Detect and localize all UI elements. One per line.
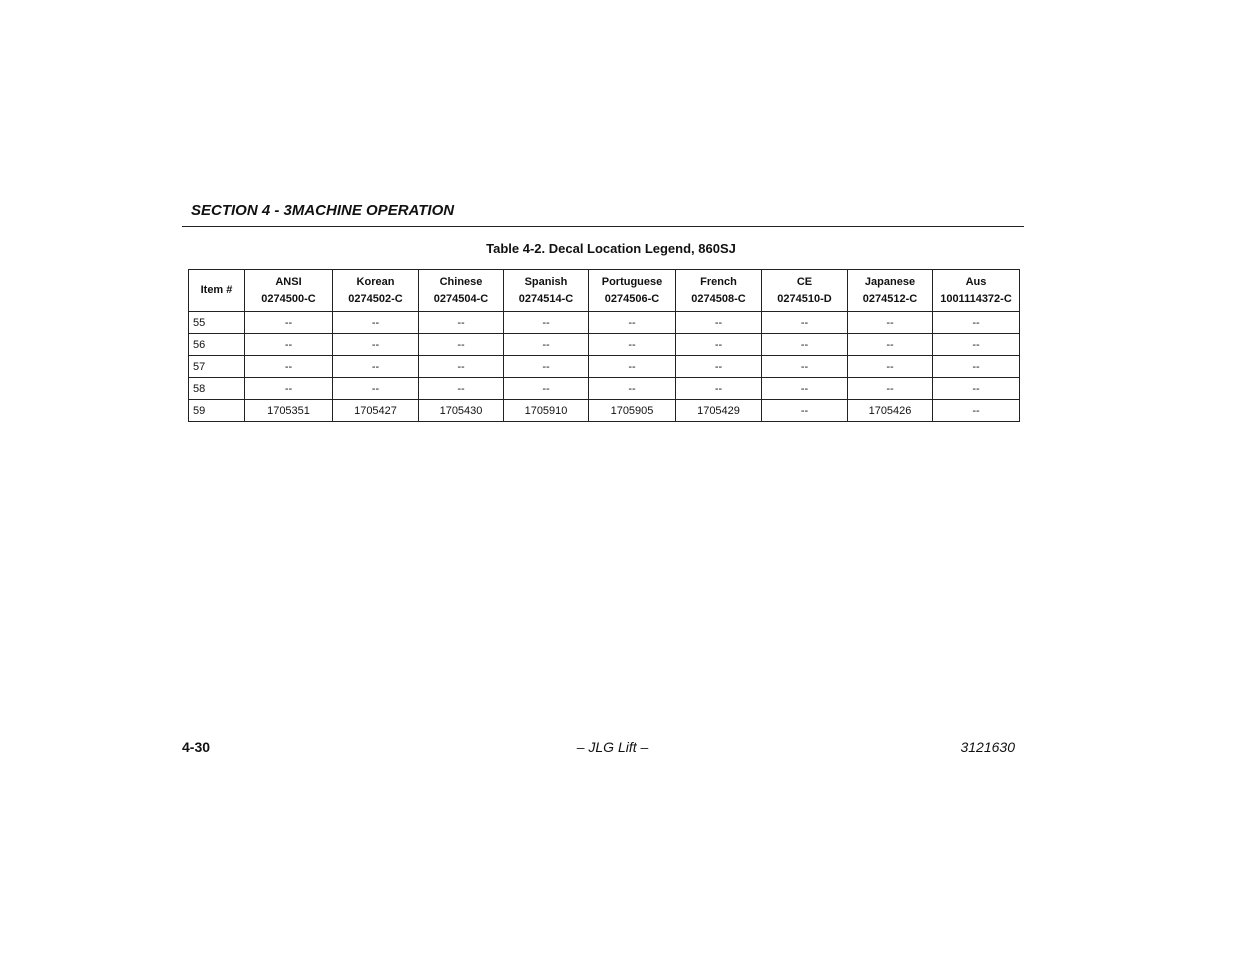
table-header-row: [189, 270, 1020, 312]
part-number-cell: --: [419, 334, 504, 356]
part-number-cell: --: [933, 312, 1020, 334]
part-number-cell: --: [333, 334, 419, 356]
part-number-cell: --: [933, 334, 1020, 356]
column-language-label: Chinese: [439, 275, 483, 288]
part-number-cell: 1705429: [676, 400, 762, 422]
part-number-cell: --: [333, 378, 419, 400]
section-title: SECTION 4 - 3MACHINE OPERATION: [191, 202, 455, 219]
part-number-cell: --: [933, 378, 1020, 400]
column-language-label: Japanese: [864, 275, 916, 288]
column-header-ansi: [245, 270, 333, 312]
part-number-cell: --: [589, 378, 676, 400]
part-number-cell: --: [245, 334, 333, 356]
column-language-label: Spanish: [524, 275, 568, 288]
part-number-cell: --: [762, 378, 848, 400]
column-part-number: 1001114372-C: [940, 292, 1012, 305]
column-language-label: Portuguese: [601, 275, 663, 288]
part-number-cell: --: [933, 356, 1020, 378]
item-number-cell: 59: [189, 400, 245, 422]
part-number-cell: --: [419, 378, 504, 400]
part-number-cell: --: [762, 356, 848, 378]
item-number-cell: 55: [189, 312, 245, 334]
part-number-cell: --: [589, 312, 676, 334]
column-language-label: French: [700, 275, 737, 288]
header-divider: [182, 226, 1024, 227]
column-part-number: 0274508-C: [691, 292, 746, 305]
part-number-cell: --: [676, 312, 762, 334]
part-number-cell: --: [848, 334, 933, 356]
footer-title: – JLG Lift –: [576, 739, 649, 755]
table-body: [189, 312, 1020, 422]
column-part-number: 0274502-C: [348, 292, 403, 305]
part-number-cell: --: [589, 334, 676, 356]
part-number-cell: --: [848, 378, 933, 400]
part-number-cell: --: [676, 356, 762, 378]
table-row: [189, 400, 1020, 422]
item-number-cell: 57: [189, 356, 245, 378]
column-header-japanese: [848, 270, 933, 312]
column-part-number: 0274510-D: [777, 292, 832, 305]
part-number-cell: --: [762, 400, 848, 422]
column-header-spanish: [504, 270, 589, 312]
column-part-number: 0274506-C: [604, 292, 660, 305]
column-header-chinese: [419, 270, 504, 312]
part-number-cell: --: [504, 312, 589, 334]
part-number-cell: --: [245, 378, 333, 400]
column-header-portuguese: [589, 270, 676, 312]
part-number-cell: --: [589, 356, 676, 378]
decal-legend-table: [188, 269, 1020, 422]
column-part-number: 0274514-C: [518, 292, 574, 305]
item-number-cell: 56: [189, 334, 245, 356]
table-row: [189, 378, 1020, 400]
part-number-cell: --: [333, 312, 419, 334]
part-number-cell: --: [333, 356, 419, 378]
part-number-cell: --: [419, 356, 504, 378]
table-row: [189, 356, 1020, 378]
part-number-cell: --: [504, 356, 589, 378]
table-row: [189, 312, 1020, 334]
table-title: Table 4-2. Decal Location Legend, 860SJ: [486, 241, 736, 256]
page-number: 4-30: [182, 739, 211, 755]
part-number-cell: --: [762, 312, 848, 334]
column-language-label: CE: [796, 275, 813, 288]
column-header-ce: [762, 270, 848, 312]
part-number-cell: --: [676, 378, 762, 400]
column-language-label: Aus: [965, 275, 987, 288]
column-language-label: ANSI: [275, 275, 302, 288]
column-language-label: Korean: [356, 275, 395, 288]
part-number-cell: 1705427: [333, 400, 419, 422]
part-number-cell: --: [848, 312, 933, 334]
part-number-cell: --: [245, 356, 333, 378]
part-number-cell: --: [504, 378, 589, 400]
part-number-cell: --: [676, 334, 762, 356]
part-number-cell: 1705426: [848, 400, 933, 422]
part-number-cell: --: [419, 312, 504, 334]
column-header-korean: [333, 270, 419, 312]
part-number-cell: 1705351: [245, 400, 333, 422]
part-number-cell: 1705905: [589, 400, 676, 422]
column-part-number: 0274504-C: [433, 292, 489, 305]
item-number-cell: 58: [189, 378, 245, 400]
part-number-cell: --: [933, 400, 1020, 422]
column-part-number: 0274500-C: [261, 292, 316, 305]
part-number-cell: 1705430: [419, 400, 504, 422]
part-number-cell: --: [762, 334, 848, 356]
column-header-item: Item #: [189, 270, 245, 312]
part-number-cell: 1705910: [504, 400, 589, 422]
document-number: 3121630: [960, 739, 1015, 755]
table-row: [189, 334, 1020, 356]
part-number-cell: --: [848, 356, 933, 378]
column-header-french: [676, 270, 762, 312]
column-part-number: 0274512-C: [862, 292, 918, 305]
column-header-aus: [933, 270, 1020, 312]
part-number-cell: --: [504, 334, 589, 356]
part-number-cell: --: [245, 312, 333, 334]
